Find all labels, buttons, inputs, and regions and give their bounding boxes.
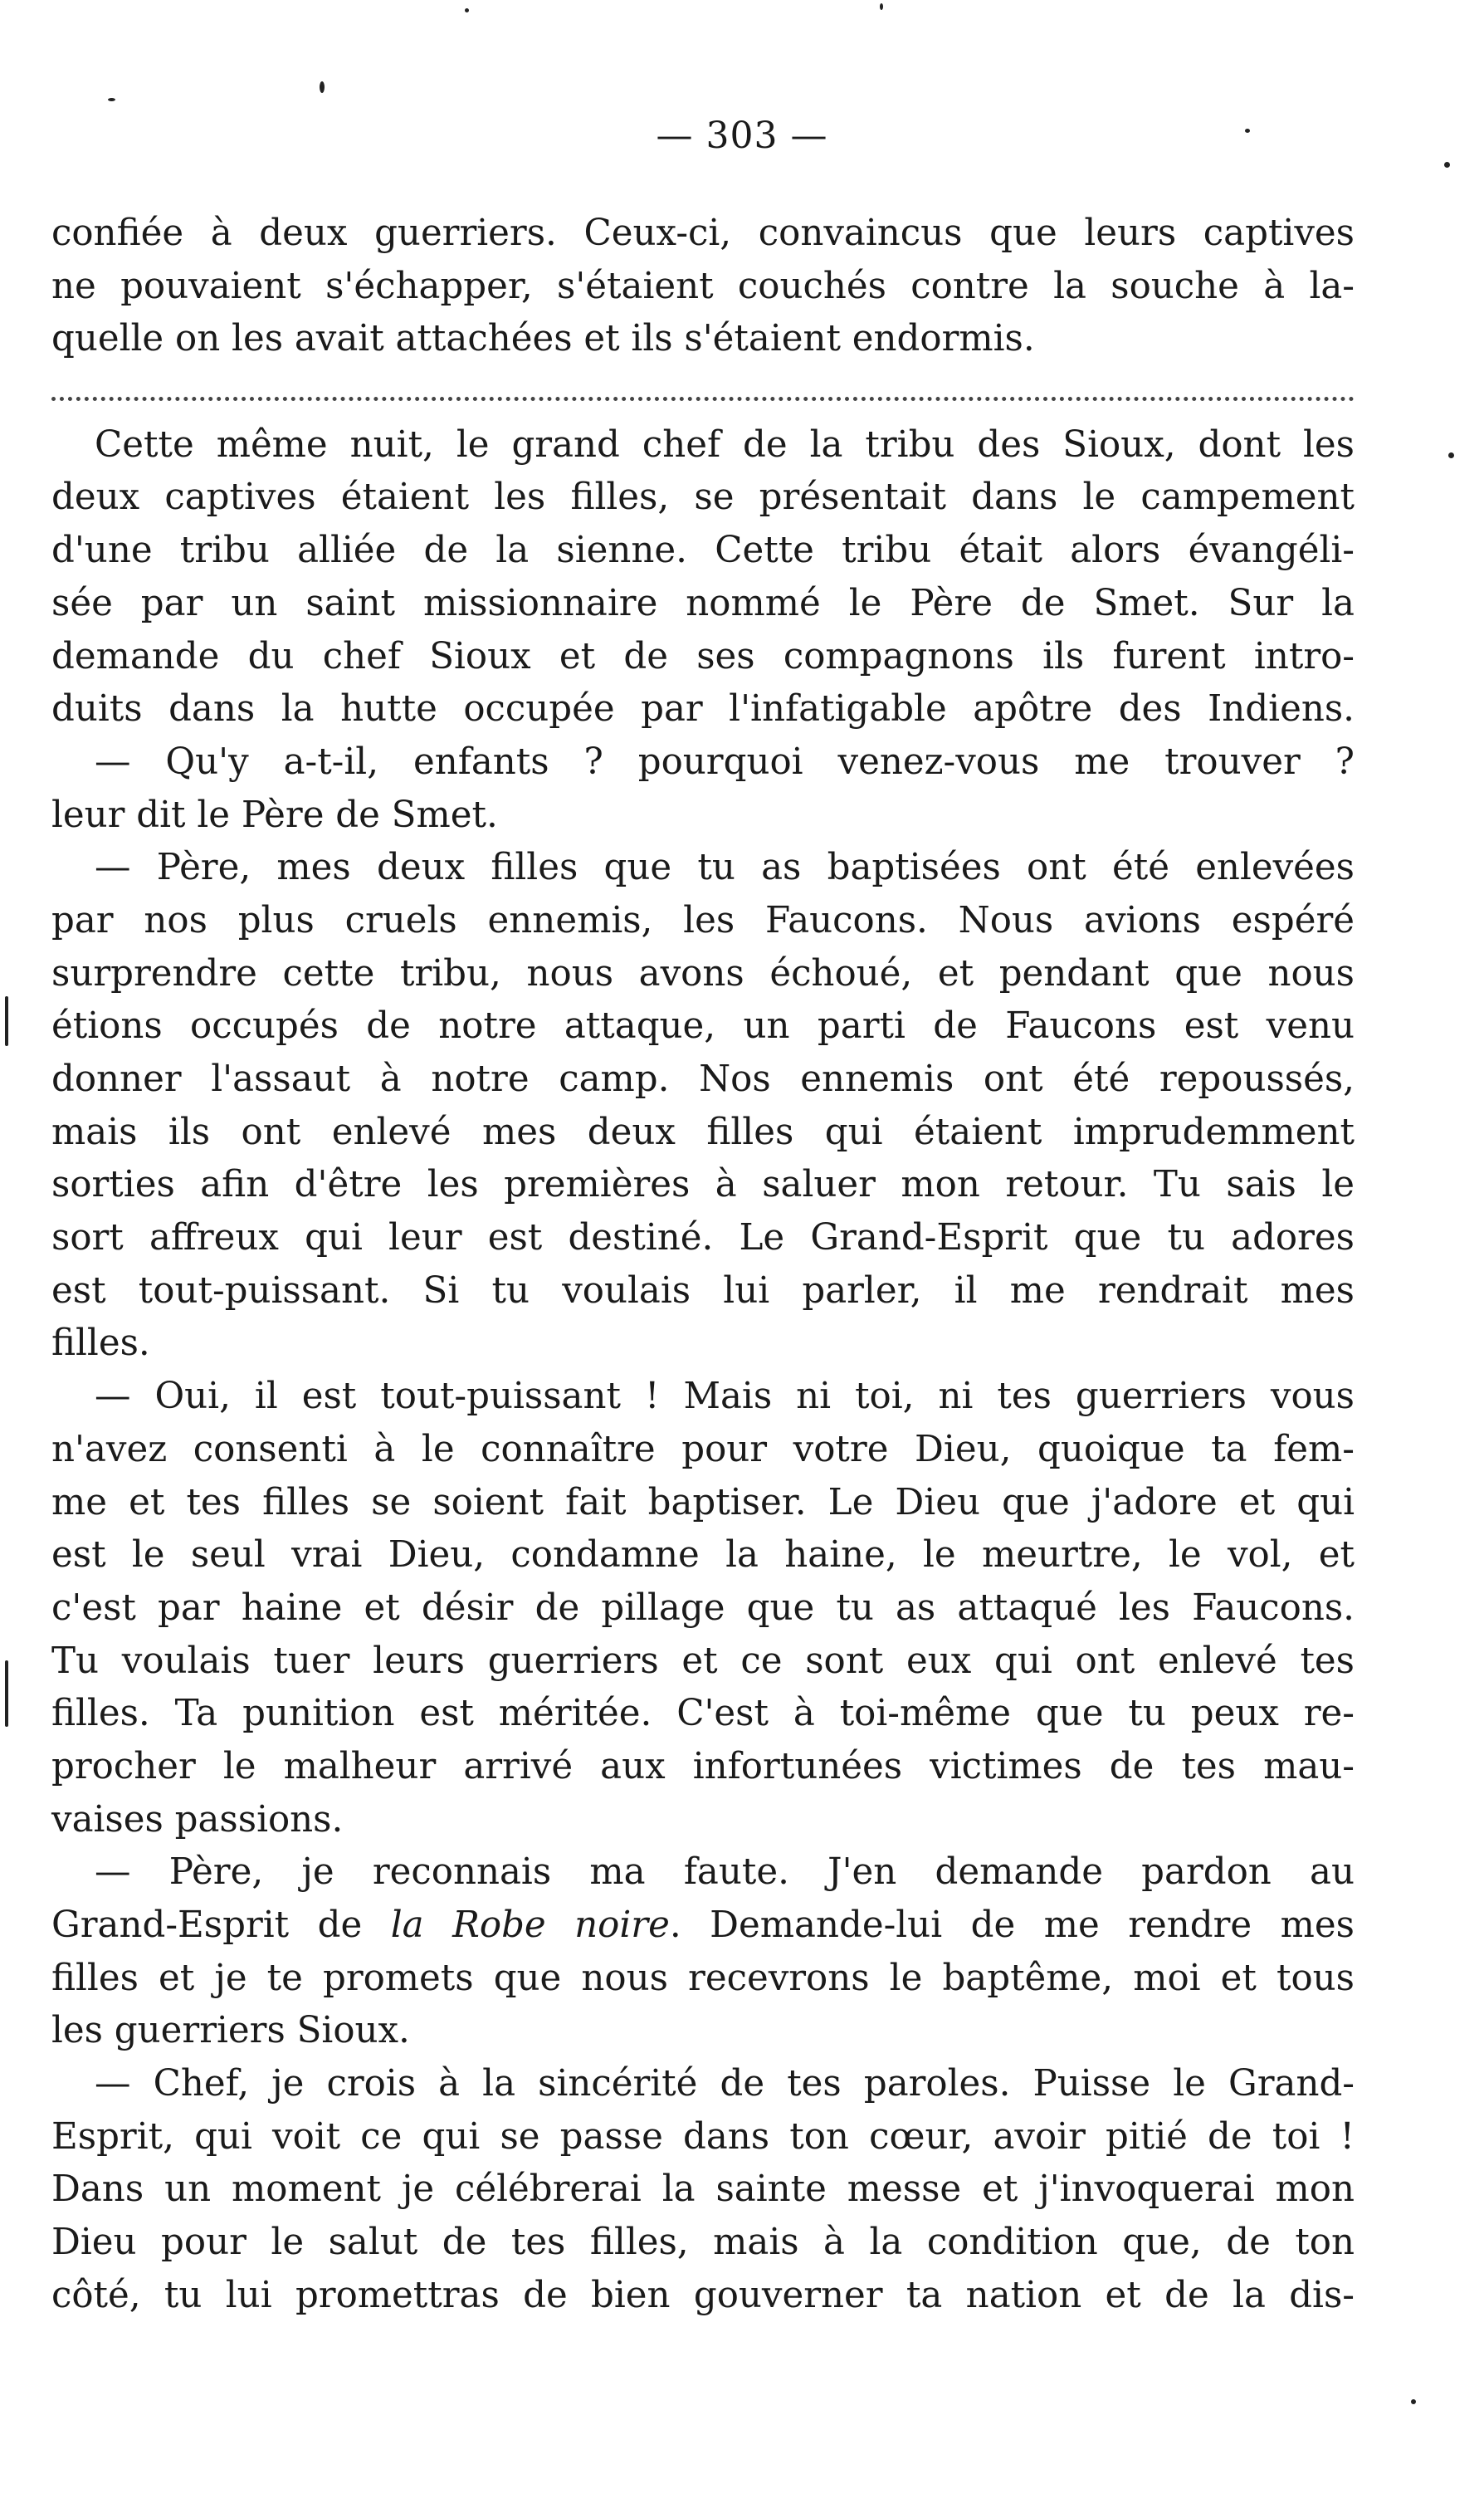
text-line: demande du chef Sioux et de ses compagnons ils furent intro-	[51, 635, 1355, 677]
text-line: confiée à deux guerriers. Ceux-ci, convaincus que leurs captives	[51, 213, 1355, 254]
text-line: n'avez consenti à le connaître pour votre Dieu, quoique ta fem-	[51, 1428, 1355, 1470]
text-line: sée par un saint missionnaire nommé le Père de Smet. Sur la	[51, 582, 1355, 624]
text-line: Dans un moment je célébrerai la sainte messe et j'invoquerai mon	[51, 2168, 1355, 2211]
text-line: filles et je te promets que nous recevrons le baptême, moi et tous	[51, 1957, 1355, 1999]
text-line: surprendre cette tribu, nous avons échoué, et pendant que nous	[51, 952, 1355, 995]
text-line-with-italic	[51, 1899, 1355, 1953]
text-fragment: . Demande-lui de me rendre mes	[669, 1904, 1355, 1946]
text-line: étions occupés de notre attaque, un parti de Faucons est venu	[51, 1005, 1355, 1048]
scan-speck	[1448, 452, 1454, 458]
text-line: Cette même nuit, le grand chef de la tribu des Sioux, dont les	[95, 423, 1355, 466]
text-line: vaises passions.	[51, 1798, 344, 1841]
text-line: sorties afin d'être les premières à saluer mon retour. Tu sais le	[51, 1164, 1355, 1206]
text-line: est le seul vrai Dieu, condamne la haine, le meurtre, le vol, et	[51, 1534, 1355, 1577]
text-line: — Qu'y a-t-il, enfants ? pourquoi venez-vous me trouver ?	[95, 741, 1355, 783]
scan-speck	[108, 98, 115, 101]
text-line: procher le malheur arrivé aux infortunées victimes de tes mau-	[51, 1745, 1355, 1787]
page-number: — 303 —	[656, 115, 828, 157]
text-line: Esprit, qui voit ce qui se passe dans ton cœur, avoir pitié de toi !	[51, 2115, 1355, 2158]
text-line: Tu voulais tuer leurs guerriers et ce sont eux qui ont enlevé tes	[51, 1640, 1355, 1682]
text-line: deux captives étaient les filles, se présentait dans le campement	[51, 477, 1355, 519]
text-line: Dieu pour le salut de tes filles, mais à la condition que, de ton	[51, 2222, 1355, 2264]
scan-edge-mark	[5, 996, 8, 1046]
text-line: par nos plus cruels ennemis, les Faucons. Nous avions espéré	[51, 899, 1355, 941]
scan-edge-mark	[5, 1660, 8, 1727]
text-line: sort affreux qui leur est destiné. Le Grand-Esprit que tu adores	[51, 1217, 1355, 1259]
scan-speck	[1444, 162, 1450, 168]
text-line: filles.	[51, 1322, 150, 1365]
text-line: est tout-puissant. Si tu voulais lui parler, il me rendrait mes	[51, 1269, 1355, 1312]
text-line: quelle on les avait attachées et ils s'étaient endormis.	[51, 318, 1035, 360]
text-fragment: Grand-Esprit de	[51, 1904, 391, 1946]
text-line: me et tes filles se soient fait baptiser. Le Dieu que j'adore et qui	[51, 1481, 1355, 1523]
separator-space	[51, 366, 1355, 419]
text-line: d'une tribu alliée de la sienne. Cette tribu était alors évangéli-	[51, 530, 1355, 572]
body-text	[51, 208, 1355, 2323]
scan-speck	[465, 8, 469, 12]
text-line: côté, tu lui promettras de bien gouverner ta nation et de la dis-	[51, 2274, 1355, 2316]
text-line: — Père, je reconnais ma faute. J'en demande pardon au	[95, 1851, 1355, 1894]
text-line: — Père, mes deux filles que tu as baptisées ont été enlevées	[95, 847, 1355, 889]
text-line: — Chef, je crois à la sincérité de tes paroles. Puisse le Grand-	[95, 2063, 1355, 2105]
text-line: mais ils ont enlevé mes deux filles qui étaient imprudemment	[51, 1111, 1355, 1153]
text-line: filles. Ta punition est méritée. C'est à toi-même que tu peux re-	[51, 1693, 1355, 1735]
text-line: c'est par haine et désir de pillage que tu as attaqué les Faucons.	[51, 1586, 1355, 1629]
italic-phrase: la Robe noire	[390, 1904, 670, 1946]
scan-speck	[320, 81, 325, 93]
dotted-separator	[51, 397, 1355, 401]
text-line: leur dit le Père de Smet.	[51, 794, 498, 836]
text-line: ne pouvaient s'échapper, s'étaient couchés contre la souche à la-	[51, 265, 1355, 307]
text-line: duits dans la hutte occupée par l'infatigable apôtre des Indiens.	[51, 688, 1355, 731]
text-line: — Oui, il est tout-puissant ! Mais ni toi, ni tes guerriers vous	[95, 1376, 1355, 1418]
text-line: donner l'assaut à notre camp. Nos ennemis ont été repoussés,	[51, 1058, 1355, 1100]
scan-speck	[880, 3, 883, 10]
scan-speck	[1245, 129, 1250, 133]
text-line: les guerriers Sioux.	[51, 2010, 410, 2052]
scan-speck	[1411, 2399, 1416, 2404]
